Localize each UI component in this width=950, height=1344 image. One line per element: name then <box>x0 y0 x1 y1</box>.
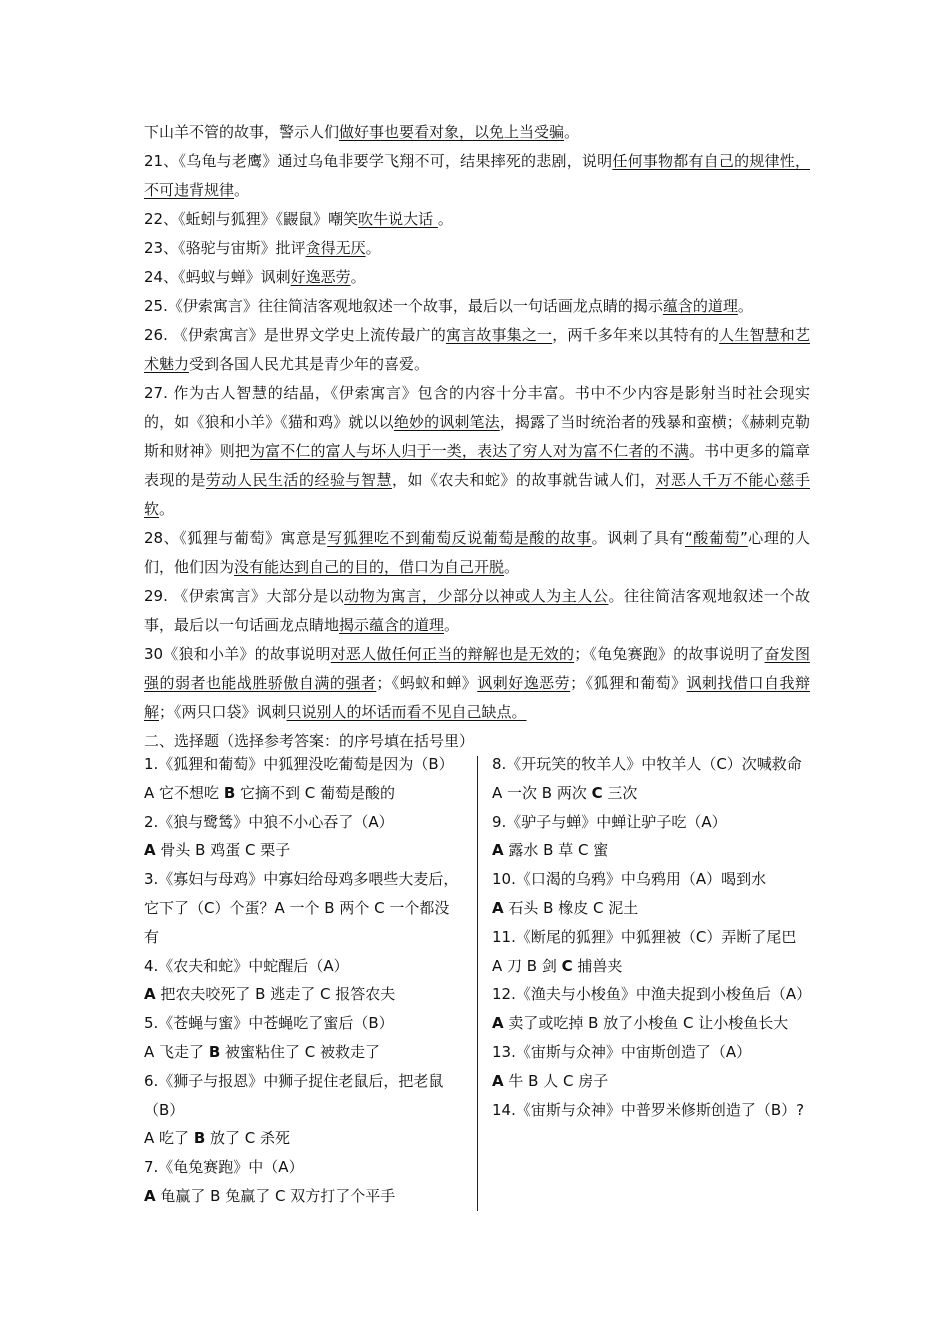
text-run: 2.《狼与鹭鸶》中狼不小心吞了（A） <box>144 812 394 831</box>
question-line <box>144 1067 464 1125</box>
text-run: 。 <box>504 558 520 576</box>
text-run: 。 <box>234 181 250 199</box>
underlined-answer: 只说别人的坏话而看不见自己缺点。 <box>286 703 527 721</box>
bold-option-letter: B <box>193 1129 206 1148</box>
text-run: 13.《宙斯与众神》中宙斯创造了（A） <box>492 1042 752 1061</box>
question-line <box>144 1009 464 1038</box>
question-line <box>492 1009 810 1038</box>
text-run: 。书中更多的篇章表现的是 <box>144 442 810 489</box>
underlined-answer: 对恶人做任何正当的辩解也是无效的 <box>330 645 575 663</box>
underlined-answer: 任何事物都有自己的规律性，不可违背规律 <box>144 152 810 199</box>
column-divider <box>477 756 478 1211</box>
text-run: 受到各国人民尤其是青少年的喜爱。 <box>189 355 430 373</box>
underlined-answer: 吹牛说大话 <box>358 210 438 228</box>
bold-option-letter: B <box>208 1042 221 1061</box>
underlined-answer: 劳动人民生活的经验与智慧 <box>206 471 392 489</box>
underlined-answer: 动物为寓言，少部分以神或人为主人公 <box>344 587 609 605</box>
question-line <box>492 980 810 1009</box>
question-line <box>144 980 464 1009</box>
text-run: 。讽刺了具有 <box>591 529 685 547</box>
bold-option-letter: C <box>591 783 603 802</box>
section-title: 二、选择题（选择参考答案：的序号填在括号里） <box>144 732 475 750</box>
question-line <box>492 836 810 865</box>
answer-paragraph <box>144 640 810 727</box>
text-run: 21、《乌龟与老鹰》通过乌龟非要学飞翔不可，结果摔死的悲剧，说明 <box>144 152 613 170</box>
text-run: 它摘不到 C 葡萄是酸的 <box>235 783 396 802</box>
text-run: 放了 C 杀死 <box>205 1129 291 1148</box>
text-run: 下山羊不管的故事，警示人们 <box>144 123 340 141</box>
text-run: ；《两只口袋》讽刺 <box>159 703 287 721</box>
text-run: 27. 作为古人智慧的结晶，《伊索寓言》包含的内容十分丰富。书中不少内容是影射当时社会现实的，如《狼和小羊》《猫和鸡》就以以 <box>144 384 810 431</box>
bold-option-letter: A <box>492 1071 504 1090</box>
text-run: ，如《农夫和蛇》的故事就告诫人们， <box>391 471 656 489</box>
bold-option-letter: A <box>492 841 504 860</box>
text-run: ；《蚂蚁和蝉》 <box>376 674 478 692</box>
underlined-answer: 讽刺找借口自我辩解 <box>144 674 810 721</box>
answer-paragraphs <box>144 118 810 756</box>
underlined-answer: 好逸恶劳 <box>290 268 351 286</box>
text-run: 8.《开玩笑的牧羊人》中牧羊人（C）次喊救命 <box>492 755 802 773</box>
text-run: 。 <box>437 210 453 228</box>
text-run: 5.《苍蝇与蜜》中苍蝇吃了蜜后（B） <box>144 1014 394 1033</box>
question-line <box>492 865 810 894</box>
text-run: 石头 B 橡皮 C 泥土 <box>503 898 639 917</box>
text-run: 26. 《伊索寓言》是世界文学史上流传最广的 <box>144 326 446 344</box>
underlined-answer: 写狐狸吃不到葡萄反说葡萄是酸的故事 <box>327 529 592 547</box>
text-run: 12.《渔夫与小梭鱼》中渔夫捉到小梭鱼后（A） <box>492 985 812 1004</box>
text-run: 。往往简洁客观地叙述一个故事，最后以一句话画龙点睛地 <box>144 587 810 634</box>
text-run: 22、《蚯蚓与狐狸》《鼹鼠》嘲笑 <box>144 210 359 228</box>
answer-paragraph <box>144 524 810 582</box>
question-line <box>492 952 810 981</box>
question-line <box>144 1124 464 1153</box>
answer-paragraph <box>144 292 810 321</box>
text-run: A 一次 B 两次 <box>492 783 592 802</box>
question-line <box>492 1096 810 1125</box>
text-run: 。 <box>159 500 175 518</box>
text-run: ；《狐狸和葡萄》 <box>570 674 687 692</box>
text-run: 三次 <box>602 783 638 802</box>
question-line <box>144 952 464 981</box>
text-run: A 它不想吃 <box>144 783 224 802</box>
text-run: 龟赢了 B 兔赢了 C 双方打了个平手 <box>155 1186 396 1205</box>
text-run: 14.《宙斯与众神》中普罗米修斯创造了（B）? <box>492 1100 805 1119</box>
text-run: 。 <box>444 616 460 634</box>
text-run: 。 <box>737 297 753 315</box>
text-run: 10.《口渴的乌鸦》中乌鸦用（A）喝到水 <box>492 870 767 889</box>
bold-option-letter: A <box>492 898 504 917</box>
text-run: 骨头 B 鸡蛋 C 栗子 <box>155 841 291 860</box>
text-run: A 飞走了 <box>144 1042 209 1061</box>
text-run: 牛 B 人 C 房子 <box>503 1071 609 1090</box>
underlined-answer: 绝妙的讽刺笔法 <box>393 413 500 431</box>
question-line <box>492 779 810 808</box>
text-run: 3.《寡妇与母鸡》中寡妇给母鸡多喂些大麦后，它下了（C）个蛋？A 一个 B 两个 C 一个都没有 <box>144 870 459 946</box>
question-line <box>492 894 810 923</box>
question-line <box>492 1038 810 1067</box>
underlined-answer: 揭示蕴含的道理 <box>339 616 445 634</box>
text-run: 捕兽夹 <box>572 956 623 975</box>
underlined-answer: 蕴含的道理 <box>662 297 738 315</box>
text-run: 6.《狮子与报恩》中狮子捉住老鼠后，把老鼠（B） <box>144 1071 444 1119</box>
text-run: 露水 B 草 C 蜜 <box>503 841 609 860</box>
text-run: 9.《驴子与蝉》中蝉让驴子吃（A） <box>492 812 727 831</box>
question-line <box>144 1182 464 1211</box>
text-run: 。 <box>365 239 381 257</box>
text-run: 把农夫咬死了 B 逃走了 C 报答农夫 <box>155 985 396 1004</box>
text-run: 25.《伊索寓言》往往简洁客观地叙述一个故事，最后以一句话画龙点睛的揭示 <box>144 297 663 315</box>
text-run: 23、《骆驼与宙斯》批评 <box>144 239 306 257</box>
underlined-answer: “酸葡萄” <box>684 529 748 547</box>
text-run: ；《龟兔赛跑》的故事说明了 <box>574 645 765 663</box>
answer-paragraph <box>144 234 810 263</box>
underlined-answer: 奋发图强的弱者也能战胜骄傲自满的强者 <box>144 645 810 692</box>
question-line <box>492 808 810 837</box>
question-line <box>144 750 464 779</box>
answer-paragraph <box>144 321 810 379</box>
question-line <box>144 836 464 865</box>
bold-option-letter: A <box>144 985 156 1004</box>
bold-option-letter: B <box>223 783 236 802</box>
question-line <box>144 865 464 951</box>
underlined-answer: 讽刺好逸恶劳 <box>477 674 571 692</box>
question-line <box>492 750 810 779</box>
question-line <box>144 1153 464 1182</box>
text-run: 。 <box>564 123 580 141</box>
answer-paragraph <box>144 379 810 524</box>
underlined-answer: 贪得无厌 <box>305 239 366 257</box>
answer-paragraph <box>144 263 810 292</box>
underlined-answer: 人生智慧和艺术魅力 <box>144 326 810 373</box>
question-line <box>144 1038 464 1067</box>
text-run: 11.《断尾的狐狸》中狐狸被（C）弄断了尾巴 <box>492 927 797 946</box>
text-run: A 吃了 <box>144 1129 194 1148</box>
answer-paragraph <box>144 582 810 640</box>
text-run: 。 <box>350 268 366 286</box>
text-run: 7.《龟兔赛跑》中（A） <box>144 1158 304 1177</box>
text-run: 4.《农夫和蛇》中蛇醒后（A） <box>144 956 349 975</box>
text-run: 30《狼和小羊》的故事说明 <box>144 645 331 663</box>
bold-option-letter: C <box>561 956 573 975</box>
left-column <box>144 750 464 1211</box>
text-run: 24、《蚂蚁与蝉》讽刺 <box>144 268 291 286</box>
bold-option-letter: A <box>144 841 156 860</box>
text-run: 心理的人们，他们因为 <box>144 529 810 576</box>
text-run: A 刀 B 剑 <box>492 956 562 975</box>
answer-paragraph <box>144 147 810 205</box>
text-run: 被蜜粘住了 C 被救走了 <box>220 1042 381 1061</box>
question-line <box>492 1067 810 1096</box>
choice-questions <box>144 750 810 1210</box>
underlined-answer: 寓言故事集之一 <box>445 326 553 344</box>
text-run: ，揭露了当时统治者的残暴和蛮横；《赫刺克勒斯和财神》则把 <box>144 413 810 460</box>
text-run: 卖了或吃掉 B 放了小梭鱼 C 让小梭鱼长大 <box>503 1014 789 1033</box>
underlined-answer: 做好事也要看对象，以免上当受骗 <box>339 123 565 141</box>
question-line <box>144 808 464 837</box>
underlined-answer: 没有能达到自己的目的，借口为自己开脱 <box>234 558 505 576</box>
right-column <box>492 750 810 1124</box>
question-line <box>144 779 464 808</box>
bold-option-letter: A <box>492 1014 504 1033</box>
underlined-answer: 对恶人千万不能心慈手软 <box>144 471 810 518</box>
text-run: ，两千多年来以其特有的 <box>552 326 720 344</box>
question-line <box>492 923 810 952</box>
answer-paragraph <box>144 205 810 234</box>
text-run: 1.《狐狸和葡萄》中狐狸没吃葡萄是因为（B） <box>144 755 454 773</box>
text-run: 29. 《伊索寓言》大部分是以 <box>144 587 345 605</box>
bold-option-letter: A <box>144 1186 156 1205</box>
text-run: 28、《狐狸与葡萄》寓意是 <box>144 529 328 547</box>
underlined-answer: 为富不仁的富人与坏人归于一类，表达了穷人对为富不仁者的不满 <box>249 442 690 460</box>
answer-paragraph <box>144 118 810 147</box>
